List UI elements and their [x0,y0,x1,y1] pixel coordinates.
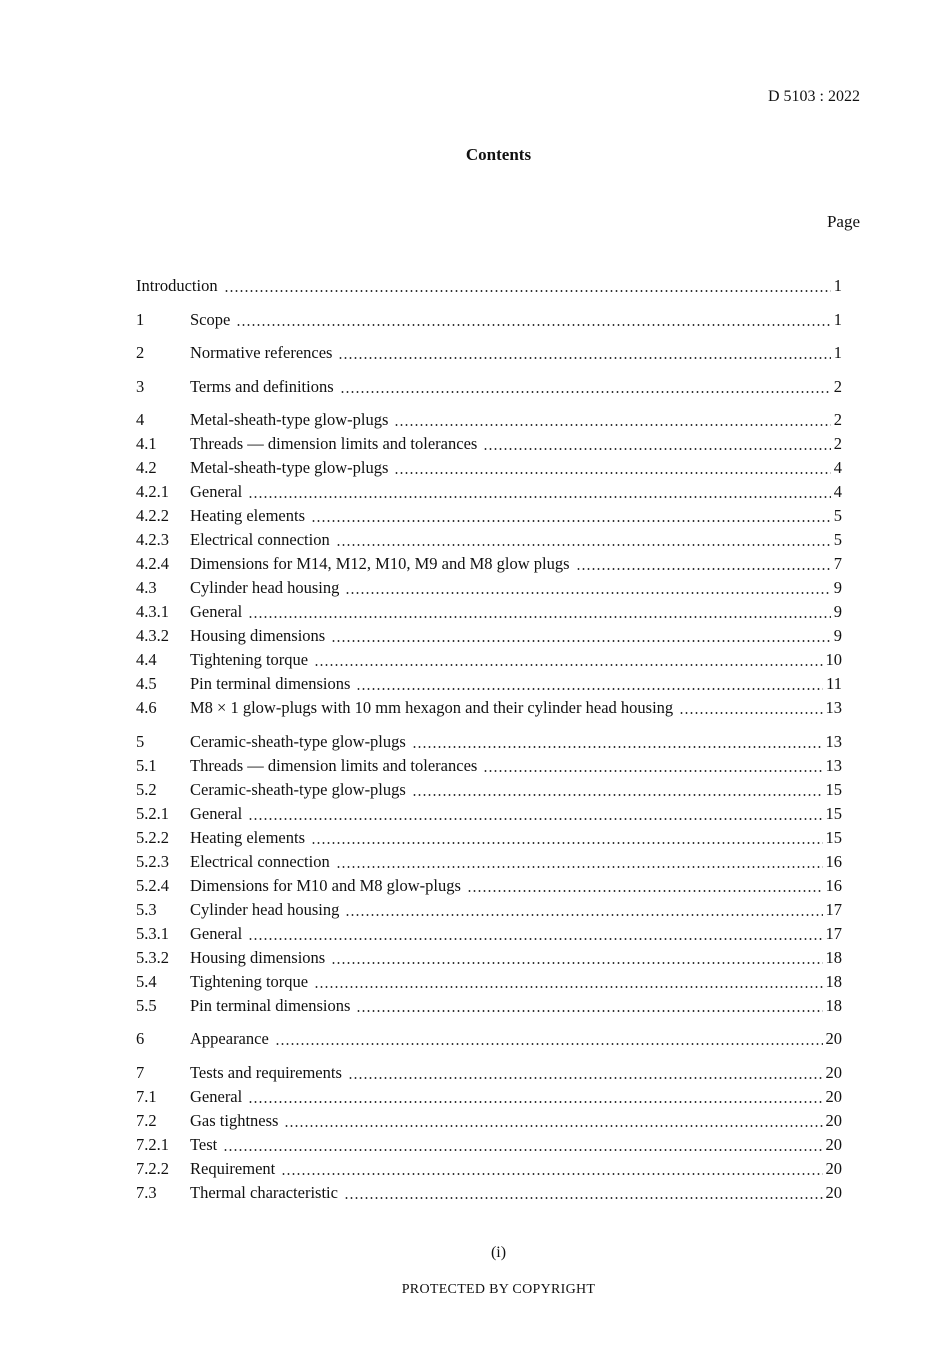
toc-entry-title: Tightening torque [190,650,309,669]
toc-entry[interactable] [136,1183,842,1207]
dot-leader [576,568,831,570]
toc-entry-title: Thermal characteristic [190,1182,338,1202]
toc-entry[interactable] [136,876,842,900]
toc-entry-number: 5.1 [136,755,157,775]
toc-entry-title: Cylinder head housing [190,578,340,597]
toc-entry-page: 20 [825,1158,842,1178]
toc-entry[interactable] [136,578,842,602]
dot-leader [281,1173,822,1175]
toc-entry-number: 5.2.1 [136,803,169,823]
toc-entry-number: 4.6 [136,698,157,717]
toc-entry[interactable] [136,482,842,506]
toc-entry-page: 1 [833,309,842,329]
dot-leader [345,592,830,594]
document-id: D 5103 : 2022 [768,88,860,105]
toc-entry-title: Gas tightness [190,1110,279,1130]
dot-leader [394,472,830,474]
dot-leader [338,357,830,359]
toc-entry-number: 4.2.2 [136,506,169,525]
dot-leader [412,746,823,748]
toc-entry[interactable] [136,650,842,674]
toc-entry[interactable] [136,310,842,334]
toc-entry-title: Threads — dimension limits and tolerances [190,434,478,453]
toc-entry-number: 1 [136,309,145,329]
dot-leader [336,866,823,868]
toc-entry[interactable] [136,410,842,434]
dot-leader [345,914,822,916]
toc-entry-page: 15 [825,779,842,799]
toc-entry[interactable] [136,1087,842,1111]
page-title: Contents [465,145,532,164]
toc-entry-page: 20 [825,1062,842,1082]
toc-entry[interactable] [136,732,842,756]
toc-entry-page: 4 [833,458,842,477]
toc-entry-number: 4 [136,410,145,429]
dot-leader [284,1125,822,1127]
toc-entry-title: Ceramic-sheath-type glow-plugs [190,779,406,799]
toc-entry[interactable] [136,1063,842,1087]
toc-entry[interactable] [136,698,842,722]
toc-entry-number: 7.2.2 [136,1158,169,1178]
page-column-label: Page [826,212,860,231]
toc-entry-number: 3 [136,376,145,396]
footer-page-number: (i) [490,1244,507,1261]
dot-leader [331,640,831,642]
toc-entry[interactable] [136,924,842,948]
toc-entry-title: Pin terminal dimensions [190,674,351,693]
toc-entry-page: 13 [825,731,842,751]
toc-entry-number: 7 [136,1062,145,1082]
toc-entry-number: 4.1 [136,434,157,453]
dot-leader [412,794,823,796]
dot-leader [224,290,831,292]
toc-entry[interactable] [136,1159,842,1183]
dot-leader [344,1197,823,1199]
toc-entry[interactable] [136,756,842,780]
toc-entry-page: 4 [833,482,842,501]
dot-leader [314,986,822,988]
toc-entry[interactable] [136,804,842,828]
toc-entry-number: 4.2.1 [136,482,169,501]
toc-entry-title: Threads — dimension limits and tolerances [190,755,478,775]
dot-leader [236,324,830,326]
toc-entry-title: General [190,803,243,823]
dot-leader [679,712,822,714]
toc-entry-title: Heating elements [190,506,306,525]
toc-entry-page: 20 [825,1134,842,1154]
toc-entry-page: 17 [825,923,842,943]
toc-entry-title: Requirement [190,1158,276,1178]
toc-entry-title: Metal-sheath-type glow-plugs [190,410,389,429]
toc-entry-title: Dimensions for M10 and M8 glow-plugs [190,875,461,895]
toc-entry-page: 16 [825,875,842,895]
toc-entry-title: Electrical connection [190,851,330,871]
toc-entry-page: 9 [833,578,842,597]
toc-entry-page: 5 [833,530,842,549]
toc-entry-number: 7.1 [136,1086,157,1106]
dot-leader [483,770,822,772]
toc-entry[interactable] [136,602,842,626]
toc-entry[interactable] [136,458,842,482]
dot-leader [248,616,831,618]
dot-leader [356,688,823,690]
toc-entry-title: Cylinder head housing [190,899,340,919]
toc-entry-number: 5.2 [136,779,157,799]
toc-entry-page: 15 [825,803,842,823]
toc-entry[interactable] [136,276,842,300]
toc-entry-title: General [190,923,243,943]
dot-leader [223,1149,822,1151]
toc-entry-page: 18 [825,947,842,967]
toc-entry-number: 5.2.4 [136,875,169,895]
toc-entry-number: 5.3.1 [136,923,169,943]
toc-entry-title: General [190,482,243,501]
dot-leader [248,496,831,498]
toc-entry[interactable] [136,972,842,996]
dot-leader [467,890,823,892]
toc-entry[interactable] [136,1135,842,1159]
toc-entry-number: 4.5 [136,674,157,693]
toc-entry[interactable] [136,1111,842,1135]
toc-entry-page: 18 [825,995,842,1015]
table-of-contents [136,276,842,1207]
toc-entry-number: 7.3 [136,1182,157,1202]
dot-leader [331,962,822,964]
toc-entry-title: Scope [190,309,231,329]
dot-leader [314,664,822,666]
toc-entry-number: 5.3.2 [136,947,169,967]
toc-entry-page: 11 [826,674,842,693]
toc-entry-title: Pin terminal dimensions [190,995,351,1015]
toc-entry-page: 2 [833,434,842,453]
toc-entry[interactable] [136,343,842,367]
toc-entry-page: 2 [833,410,842,429]
toc-entry-page: 5 [833,506,842,525]
toc-entry-page: 9 [833,602,842,621]
toc-entry-number: 4.2 [136,458,157,477]
toc-entry-page: 1 [833,343,842,362]
toc-entry-page: 9 [833,626,842,645]
toc-entry[interactable] [136,1029,842,1053]
toc-entry-number: 5.4 [136,971,157,991]
toc-entry-page: 10 [825,650,842,669]
toc-entry-title: Tightening torque [190,971,309,991]
toc-entry[interactable] [136,530,842,554]
toc-entry-number: 5.2.3 [136,851,169,871]
toc-entry-page: 13 [825,755,842,775]
toc-entry-number: 4.3.1 [136,602,169,621]
toc-entry-page: 18 [825,971,842,991]
toc-entry[interactable] [136,506,842,530]
toc-entry-title: Ceramic-sheath-type glow-plugs [190,731,406,751]
dot-leader [275,1043,823,1045]
toc-entry[interactable] [136,996,842,1020]
toc-entry-number: 4.2.3 [136,530,169,549]
toc-entry-page: 2 [833,376,842,396]
toc-entry-page: 1 [833,276,842,295]
toc-entry-title: Terms and definitions [190,376,334,396]
toc-entry-number: 5.5 [136,995,157,1015]
toc-entry[interactable] [136,828,842,852]
toc-entry-title: General [190,1086,243,1106]
toc-entry-number: 5.2.2 [136,827,169,847]
toc-entry-page: 16 [825,851,842,871]
dot-leader [356,1010,822,1012]
dot-leader [311,520,831,522]
toc-entry-number: 7.2 [136,1110,157,1130]
toc-entry[interactable] [136,948,842,972]
toc-entry-title: Housing dimensions [190,626,326,645]
toc-entry-page: 20 [825,1086,842,1106]
toc-entry-number: 5 [136,731,145,751]
toc-entry[interactable] [136,780,842,804]
dot-leader [340,391,831,393]
toc-entry-title: M8 × 1 glow-plugs with 10 mm hexagon and their cylinder head housing [190,698,674,717]
toc-entry-title: Normative references [190,343,333,362]
toc-entry-page: 20 [825,1029,842,1048]
toc-entry-page: 15 [825,827,842,847]
dot-leader [248,1101,822,1103]
dot-leader [348,1077,823,1079]
toc-entry-number: 2 [136,343,145,362]
dot-leader [248,938,822,940]
toc-entry-title: Tests and requirements [190,1062,342,1082]
toc-entry-title: Electrical connection [190,530,330,549]
toc-entry-page: 20 [825,1182,842,1202]
toc-entry-number: 6 [136,1029,145,1048]
toc-entry-number: 4.4 [136,650,157,669]
toc-entry[interactable] [136,900,842,924]
toc-entry-page: 17 [825,899,842,919]
toc-entry-title: Housing dimensions [190,947,326,967]
toc-entry-number: 7.2.1 [136,1134,169,1154]
toc-entry-number: 4.3 [136,578,157,597]
toc-entry-title: General [190,602,243,621]
toc-entry-number: 4.3.2 [136,626,169,645]
toc-entry-title: Test [190,1134,218,1154]
toc-entry-title: Heating elements [190,827,306,847]
dot-leader [311,842,822,844]
toc-entry[interactable] [136,674,842,698]
dot-leader [336,544,831,546]
toc-entry-title: Appearance [190,1029,269,1048]
toc-entry-page: 13 [825,698,842,717]
toc-entry[interactable] [136,377,842,401]
toc-entry[interactable] [136,626,842,650]
toc-entry[interactable] [136,852,842,876]
toc-entry-title: Dimensions for M14, M12, M10, M9 and M8 glow plugs [190,554,570,573]
dot-leader [248,818,822,820]
toc-entry-title: Metal-sheath-type glow-plugs [190,458,389,477]
dot-leader [483,448,830,450]
toc-entry-number: 4.2.4 [136,554,169,573]
toc-entry-title: Introduction [136,276,218,295]
toc-entry-page: 7 [833,554,842,573]
toc-entry[interactable] [136,554,842,578]
toc-entry-number: 5.3 [136,899,157,919]
copyright-notice: PROTECTED BY COPYRIGHT [401,1282,596,1297]
toc-entry-page: 20 [825,1110,842,1130]
dot-leader [394,424,830,426]
toc-entry[interactable] [136,434,842,458]
